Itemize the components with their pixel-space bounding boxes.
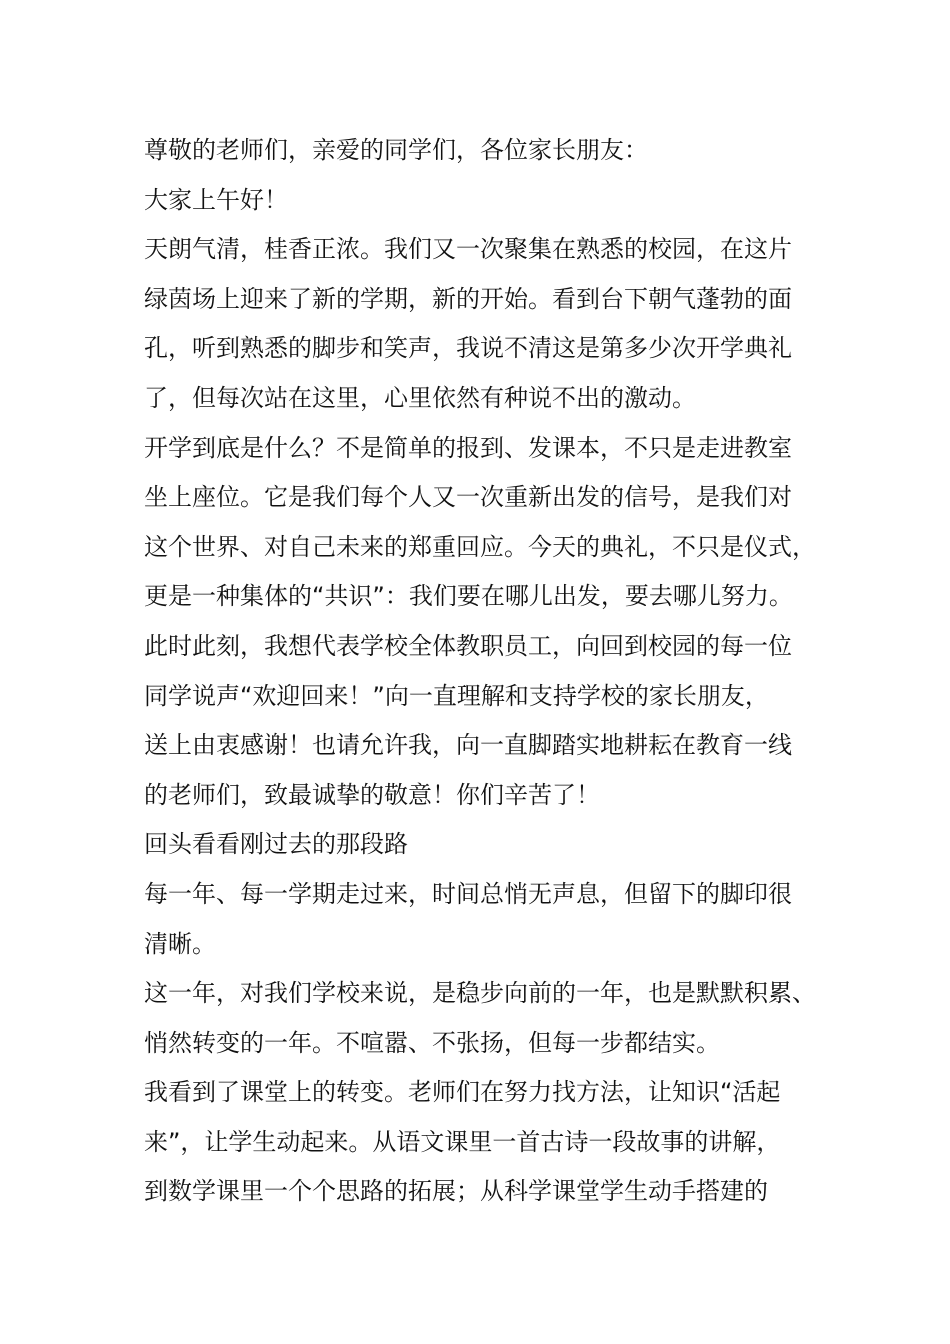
text-line: 的老师们，致最诚挚的敬意！你们辛苦了！ <box>144 780 600 809</box>
text-line: 天朗气清，桂香正浓。我们又一次聚集在熟悉的校园，在这片 <box>144 235 792 264</box>
text-line: 此时此刻，我想代表学校全体教职员工，向回到校园的每一位 <box>144 631 792 660</box>
text-line: 送上由衷感谢！也请允许我，向一直脚踏实地耕耘在教育一线 <box>144 731 792 760</box>
text-line: 这一年，对我们学校来说，是稳步向前的一年，也是默默积累、 <box>144 979 816 1008</box>
text-line: 每一年、每一学期走过来，时间总悄无声息，但留下的脚印很 <box>144 879 792 908</box>
text-line: 我看到了课堂上的转变。老师们在努力找方法，让知识“活起 <box>144 1078 781 1107</box>
text-line: 悄然转变的一年。不喧嚣、不张扬，但每一步都结实。 <box>144 1028 720 1057</box>
text-line: 坐上座位。它是我们每个人又一次重新出发的信号，是我们对 <box>144 483 792 512</box>
text-line: 清晰。 <box>144 929 216 958</box>
speech-text <box>144 126 844 1217</box>
text-line: 更是一种集体的“共识”：我们要在哪儿出发，要去哪儿努力。 <box>144 582 793 611</box>
text-line: 绿茵场上迎来了新的学期，新的开始。看到台下朝气蓬勃的面 <box>144 284 792 313</box>
text-line: 来”，让学生动起来。从语文课里一首古诗一段故事的讲解， <box>144 1127 781 1156</box>
text-line: 大家上午好！ <box>144 185 288 214</box>
text-line: 开学到底是什么？不是简单的报到、发课本，不只是走进教室 <box>144 433 792 462</box>
text-line: 尊敬的老师们，亲爱的同学们，各位家长朋友： <box>144 136 648 164</box>
text-line: 了，但每次站在这里，心里依然有种说不出的激动。 <box>144 383 696 412</box>
section-heading: 回头看看刚过去的那段路 <box>144 830 408 859</box>
text-line: 这个世界、对自己未来的郑重回应。今天的典礼，不只是仪式， <box>144 532 816 561</box>
text-line: 孔，听到熟悉的脚步和笑声，我说不清这是第多少次开学典礼 <box>144 334 792 363</box>
text-line: 同学说声“欢迎回来！”向一直理解和支持学校的家长朋友， <box>144 681 769 710</box>
text-line: 到数学课里一个个思路的拓展；从科学课堂学生动手搭建的 <box>144 1177 768 1206</box>
